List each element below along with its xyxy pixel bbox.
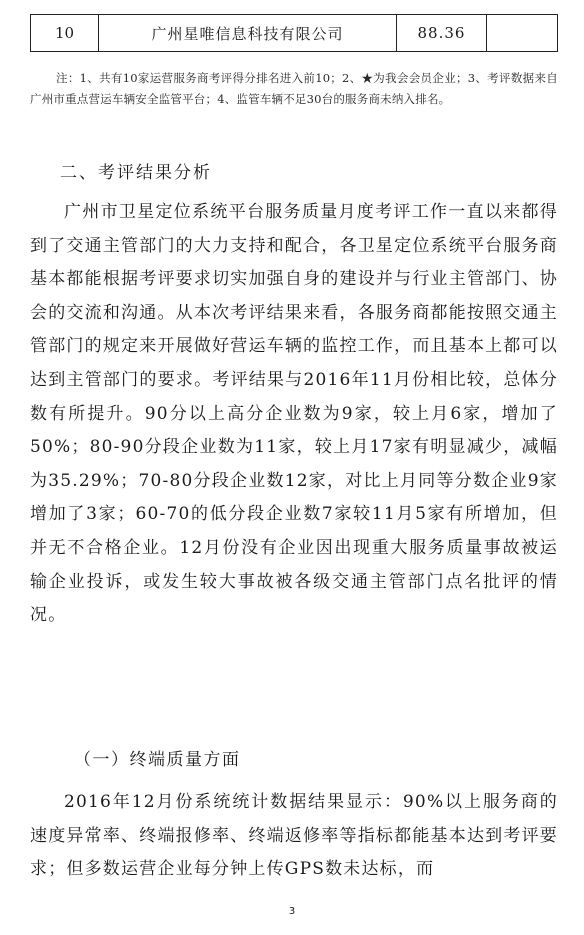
- section-heading: 二、考评结果分析: [60, 163, 212, 183]
- rank-cell: 10: [31, 15, 99, 51]
- terminal-quality-paragraph: 2016年12月份系统统计数据结果显示：90%以上服务商的速度异常率、终端报修率、终端返修率等指标都能基本达到考评要求；但多数运营企业每分钟上传GPS数未达标，而: [30, 792, 558, 880]
- table-footnote: 注：1、共有10家运营服务商考评得分排名进入前10；2、★为我会会员企业；3、考评数据来自广州市重点营运车辆安全监管平台；4、监管车辆不足30台的服务商未纳入排名。: [30, 71, 558, 106]
- page-number: 3: [288, 906, 296, 917]
- score-cell: 88.36: [397, 15, 487, 51]
- company-cell: 广州星唯信息科技有限公司: [99, 15, 397, 51]
- subsection-heading: （一）终端质量方面: [74, 750, 241, 770]
- member-mark-cell: [487, 15, 557, 51]
- analysis-paragraph: 广州市卫星定位系统平台服务质量月度考评工作一直以来都得到了交通主管部门的大力支持和配合，各卫星定位系统平台服务商基本都能根据考评要求切实加强自身的建设并与行业主管部门、协会的交流和沟通。从本次考评结果来看，各服务商都能按照交通主管部门的规定来开展做好营运车辆的监控工作，而且基本上都可以达到主管部门的要求。考评结果与2016年11月份相比较，总体分数有所提升。90分以上高分企业数为9家，较上月6家，增加了50%；80-90分段企业数为11家，较上月17家有明显减少，减幅为35.29%；70-80分段企业数12家，对比上月同等分数企业9家增加了3家；60-70的低分段企业数7家较11月5家有所增加，但并无不合格企业。12月份没有企业因出现重大服务质量事故被运输企业投诉，或发生较大事故被各级交通主管部门点名批评的情况。: [30, 202, 558, 626]
- ranking-table-row: [30, 14, 558, 52]
